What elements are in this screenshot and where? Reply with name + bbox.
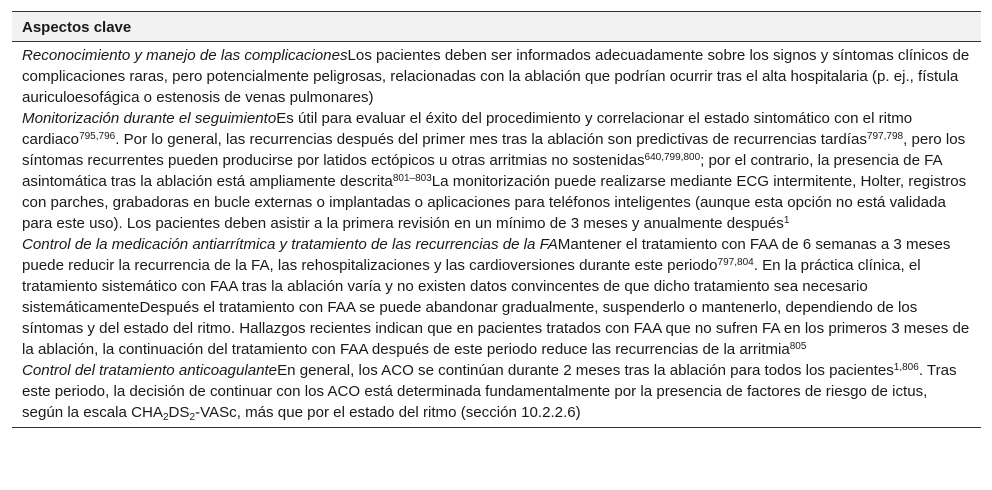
section-text: . En la práctica clínica, el tratamiento sistemático con FAA tras la ablación varía y no existen datos convincentes de que dicho tratamiento sea necesario sistemáticamenteDespués el tratamiento con FAA se puede abandonar gradualmente, suspenderlo o mantenerlo, dependiendo de los síntomas y del estado del ritmo. Hallazgos recientes indican que en pacientes tratados con FAA que no sufren FA en los primeros 3 meses de la ablación, la continuación del tratamiento con FAA después de este periodo reduce las recurrencias de la arritmia bbox=[22, 257, 970, 358]
section-antiarrhythmic bbox=[22, 234, 971, 360]
section-text: -VASc, más que por el estado del ritmo (sección 10.2.2.6) bbox=[195, 404, 581, 421]
table-body bbox=[12, 42, 981, 428]
section-complications bbox=[22, 45, 971, 108]
reference-superscript: 795,796 bbox=[79, 131, 116, 142]
table-header-label: Aspectos clave bbox=[22, 19, 132, 36]
table-header bbox=[12, 11, 981, 42]
key-aspects-table bbox=[12, 11, 981, 428]
reference-superscript: 805 bbox=[789, 341, 807, 352]
section-monitoring bbox=[22, 108, 971, 234]
reference-superscript: 640,799,800 bbox=[644, 152, 701, 163]
section-text: DS bbox=[168, 404, 190, 421]
section-text: . Tras este periodo, la decisión de continuar con los ACO está determinada fundamentalmente por la presencia de factores de riesgo de ictus, según la escala CHA bbox=[22, 362, 957, 421]
reference-superscript: 797,804 bbox=[717, 257, 754, 268]
section-title: Control de la medicación antiarrítmica y tratamiento de las recurrencias de la FA bbox=[22, 236, 558, 253]
subscript: 2 bbox=[189, 412, 196, 423]
reference-superscript: 1 bbox=[783, 215, 790, 226]
section-text: Es útil para evaluar el éxito del procedimiento y correlacionar el estado sintomático con el ritmo cardiaco bbox=[22, 110, 913, 148]
section-text: La monitorización puede realizarse mediante ECG intermitente, Holter, registros con parches, grabadoras en bucle externas o implantadas o aplicaciones para teléfonos inteligentes (aunque esta opción no está validada para este uso). Los pacientes deben asistir a la primera revisión en un mínimo de 3 meses y anualmente después bbox=[22, 173, 967, 232]
section-text: ; por el contrario, la presencia de FA asintomática tras la ablación está ampliamente descrita bbox=[22, 152, 942, 190]
reference-superscript: 797,798 bbox=[866, 131, 904, 142]
section-text: Mantener el tratamiento con FAA de 6 semanas a 3 meses puede reducir la recurrencia de la FA, las rehospitalizaciones y las cardioversiones durante este periodo bbox=[22, 236, 951, 274]
section-title: Control del tratamiento anticoagulante bbox=[22, 362, 278, 379]
subscript: 2 bbox=[162, 412, 169, 423]
section-text: Los pacientes deben ser informados adecuadamente sobre los signos y síntomas clínicos de complicaciones raras, pero potencialmente peligrosas, relacionadas con la ablación que podrían ocurrir tras el alta hospitalaria (p. ej., fístula auriculoesofágica o estenosis de venas pulmonares) bbox=[22, 47, 970, 106]
section-text: . Por lo general, las recurrencias después del primer mes tras la ablación son predictivas de recurrencias tardías bbox=[115, 131, 867, 148]
section-text: En general, los ACO se continúan durante 2 meses tras la ablación para todos los pacientes bbox=[277, 362, 894, 379]
section-text: , pero los síntomas recurrentes pueden producirse por latidos ectópicos u otras arritmias no sostenidas bbox=[22, 131, 966, 169]
section-title: Reconocimiento y manejo de las complicaciones bbox=[22, 47, 348, 64]
section-anticoagulant bbox=[22, 360, 971, 423]
reference-superscript: 1,806 bbox=[893, 362, 919, 373]
section-title: Monitorización durante el seguimiento bbox=[22, 110, 277, 127]
reference-superscript: 801–803 bbox=[392, 173, 432, 184]
